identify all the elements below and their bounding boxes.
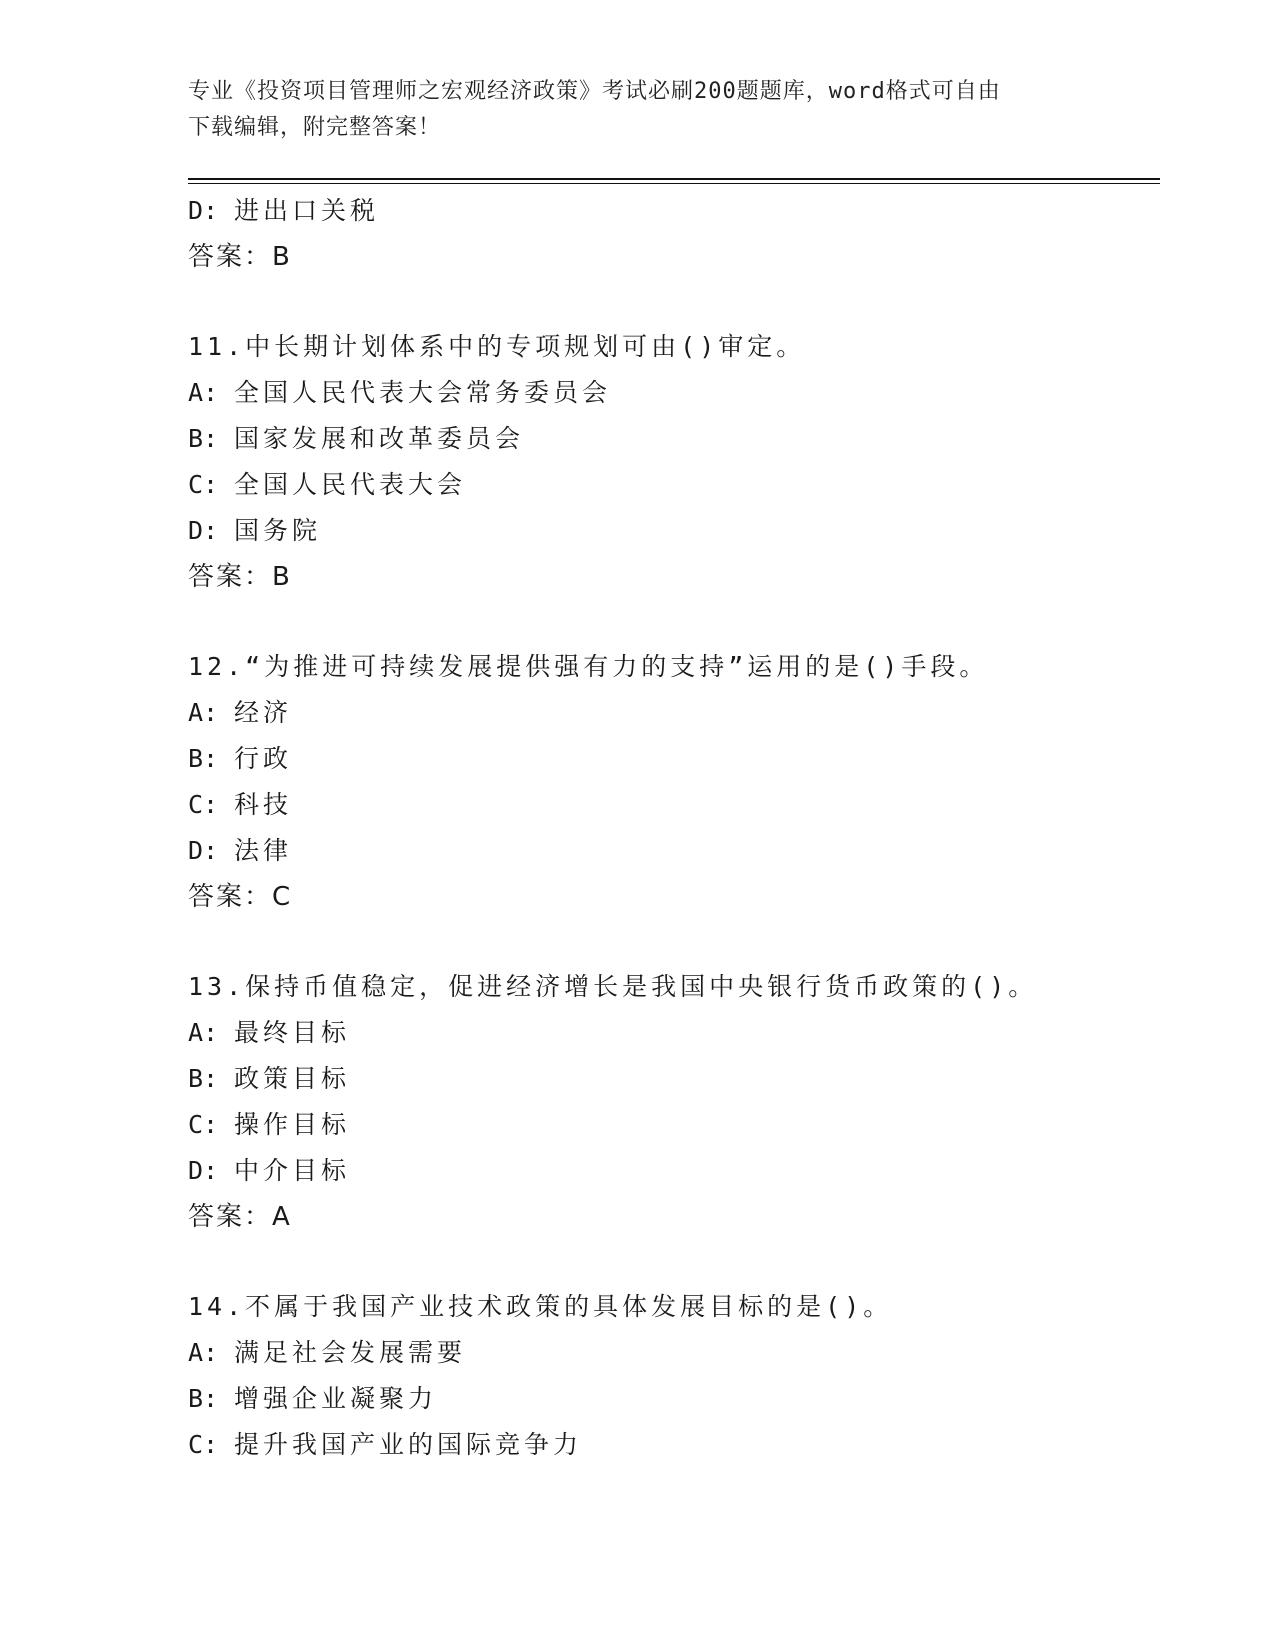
option-letter: C: — [188, 790, 219, 819]
answer-line: 答案：C — [188, 882, 293, 912]
option-text: 科技 — [234, 790, 293, 819]
option-letter: D: — [188, 836, 219, 865]
option-c — [188, 462, 1160, 508]
question-stem: 12.“为推进可持续发展提供强有力的支持”运用的是()手段。 — [188, 652, 989, 681]
option-d — [188, 828, 1160, 874]
option-c — [188, 1422, 1160, 1468]
option-text: 中介目标 — [234, 1156, 351, 1185]
option-letter: D: — [188, 196, 219, 225]
option-letter: A: — [188, 1338, 219, 1367]
option-letter: B: — [188, 744, 219, 773]
option-a — [188, 1330, 1160, 1376]
option-letter: B: — [188, 1384, 219, 1413]
question-stem: 14.不属于我国产业技术政策的具体发展目标的是()。 — [188, 1292, 893, 1321]
question-list — [188, 188, 1160, 1468]
question-stem: 11.中长期计划体系中的专项规划可由()审定。 — [188, 332, 806, 361]
header-line-1: 专业《投资项目管理师之宏观经济政策》考试必刷200题题库，word格式可自由 — [188, 79, 1001, 104]
option-letter: C: — [188, 1430, 219, 1459]
option-letter: A: — [188, 378, 219, 407]
option-text: 国家发展和改革委员会 — [234, 424, 525, 453]
answer-line: 答案：B — [188, 242, 292, 272]
option-d — [188, 1148, 1160, 1194]
option-b — [188, 1056, 1160, 1102]
option-d — [188, 188, 1160, 234]
option-text: 行政 — [234, 744, 293, 773]
option-c — [188, 782, 1160, 828]
header-divider — [188, 178, 1160, 184]
question-stem: 13.保持币值稳定，促进经济增长是我国中央银行货币政策的()。 — [188, 972, 1038, 1001]
option-b — [188, 416, 1160, 462]
document-header — [188, 74, 1088, 146]
option-letter: C: — [188, 1110, 219, 1139]
option-letter: D: — [188, 1156, 219, 1185]
option-text: 全国人民代表大会 — [234, 470, 467, 499]
option-a — [188, 370, 1160, 416]
header-line-2: 下载编辑，附完整答案！ — [188, 115, 442, 140]
option-letter: C: — [188, 470, 219, 499]
option-letter: B: — [188, 424, 219, 453]
option-letter: B: — [188, 1064, 219, 1093]
option-text: 进出口关税 — [234, 196, 380, 225]
option-c — [188, 1102, 1160, 1148]
option-d — [188, 508, 1160, 554]
option-text: 最终目标 — [234, 1018, 351, 1047]
option-text: 全国人民代表大会常务委员会 — [234, 378, 612, 407]
answer-line: 答案：A — [188, 1202, 292, 1232]
option-b — [188, 1376, 1160, 1422]
option-text: 操作目标 — [234, 1110, 351, 1139]
option-text: 经济 — [234, 698, 293, 727]
option-letter: D: — [188, 516, 219, 545]
option-text: 国务院 — [234, 516, 322, 545]
option-letter: A: — [188, 1018, 219, 1047]
option-letter: A: — [188, 698, 219, 727]
option-text: 增强企业凝聚力 — [234, 1384, 438, 1413]
option-a — [188, 690, 1160, 736]
option-b — [188, 736, 1160, 782]
option-a — [188, 1010, 1160, 1056]
option-text: 满足社会发展需要 — [234, 1338, 467, 1367]
option-text: 政策目标 — [234, 1064, 351, 1093]
option-text: 提升我国产业的国际竞争力 — [234, 1430, 583, 1459]
option-text: 法律 — [234, 836, 293, 865]
answer-line: 答案：B — [188, 562, 292, 592]
